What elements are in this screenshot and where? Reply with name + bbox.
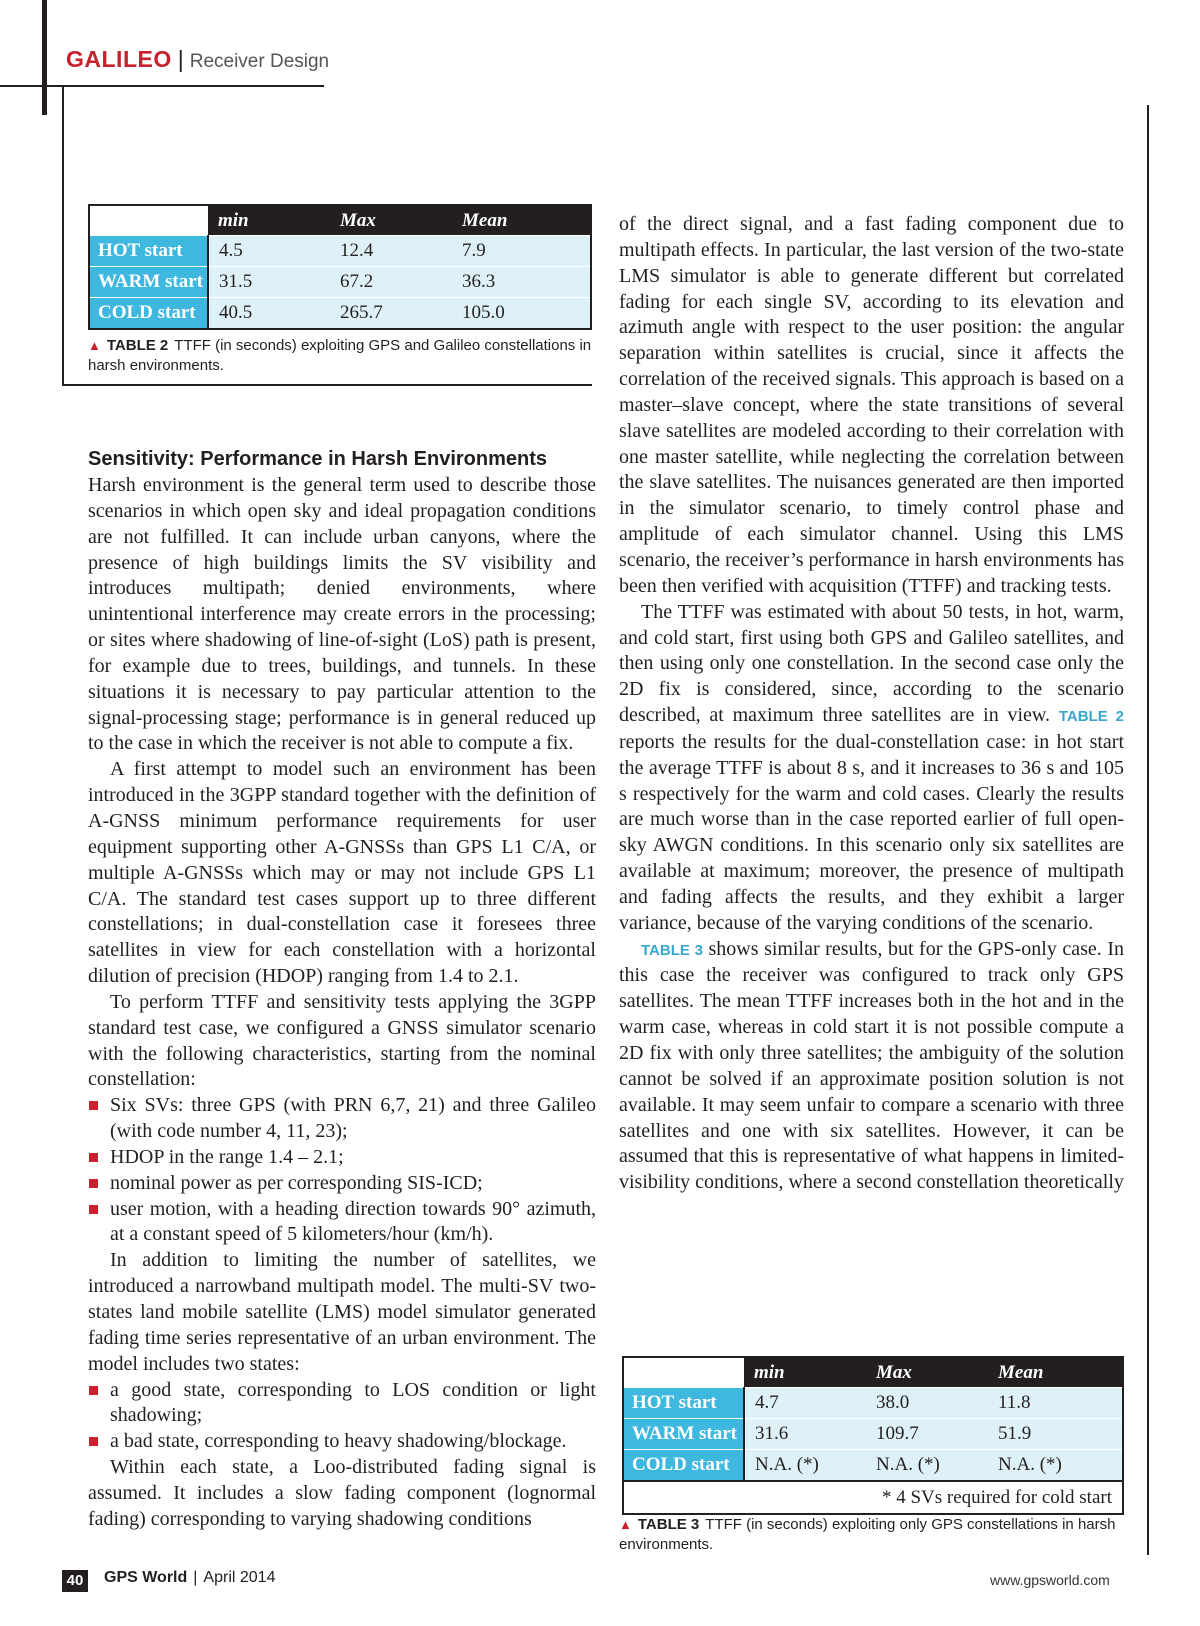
table2-bottom-rule	[62, 384, 592, 386]
caption-label: TABLE 2	[106, 337, 169, 354]
column-header: Max	[866, 1357, 988, 1388]
left-text-column	[88, 445, 596, 1533]
header-section: Receiver Design	[189, 51, 330, 72]
row-label: WARM start	[89, 267, 208, 298]
table-cell: N.A. (*)	[988, 1450, 1123, 1482]
list-item: HDOP in the range 1.4 – 2.1;	[88, 1145, 596, 1171]
paragraph: In addition to limiting the number of satellites, we introduced a narrowband multipath model. The multi-SV two-states land mobile satellite (LMS) model simulator generated fading time series representative of an urban environment. The model includes two states:	[88, 1249, 596, 1375]
magazine-name: GPS World	[104, 1569, 188, 1586]
row-label: COLD start	[89, 298, 208, 330]
table-3-caption	[619, 1515, 1119, 1555]
triangle-icon: ▲	[619, 1517, 632, 1532]
right-text-column	[619, 212, 1124, 1196]
table-cell: 38.0	[866, 1388, 988, 1419]
table-cell: 11.8	[988, 1388, 1123, 1419]
table-cell: 51.9	[988, 1419, 1123, 1450]
table-cell: 31.6	[744, 1419, 866, 1450]
column-header: Max	[330, 205, 452, 236]
column-header: min	[744, 1357, 866, 1388]
header-brand: GALILEO	[66, 46, 172, 72]
table-cell: 265.7	[330, 298, 452, 330]
table-cell: 4.7	[744, 1388, 866, 1419]
right-vertical-rule	[1147, 105, 1149, 1555]
caption-label: TABLE 3	[637, 1516, 700, 1533]
table-row	[623, 1450, 1123, 1482]
paragraph: To perform TTFF and sensitivity tests applying the 3GPP standard test case, we configured a GNSS simulator scenario with the following characteristics, starting from the nominal constellation:	[88, 990, 596, 1091]
table-cell: 36.3	[452, 267, 591, 298]
paragraph: TABLE 3 shows similar results, but for the GPS-only case. In this case the receiver was configured to track only GPS satellites. The mean TTFF increases both in the hot and in the warm case, whereas in cold start it is not possible compute a 2D fix with only three satellites; the ambiguity of the solution cannot be solved if an approximate position solution is not available. It may seem unfair to compare a scenario with three satellites and one with six satellites. However, it can be assumed that this is representative of what happens in limited-visibility conditions, where a second constellation theoretically	[619, 937, 1124, 1194]
list-item: a bad state, corresponding to heavy shadowing/blockage.	[88, 1429, 596, 1455]
table-cell: 31.5	[208, 267, 330, 298]
paragraph: of the direct signal, and a fast fading component due to multipath effects. In particular, the last version of the two-state LMS simulator is able to generate different but correlated fading for each single SV, according to its elevation and azimuth angle with respect to the user position: the angular separation within satellites is crucial, since it affects the correlation of the received signals. This approach is based on a master–slave concept, where the state transitions of several slave satellites are modeled according to their correlation with one master satellite, while neglecting the correlation between the slave satellites. The nuisances generated are then imported in the simulator scenario, to timely control phase and amplitude of each simulator channel. Using this LMS scenario, the receiver’s performance in harsh environments has been then verified with acquisition (TTFF) and tracking tests.	[619, 213, 1124, 597]
table-cell: N.A. (*)	[744, 1450, 866, 1482]
bullet-icon	[89, 1437, 98, 1446]
footer-url[interactable]: www.gpsworld.com	[990, 1572, 1110, 1588]
bullet-icon	[89, 1101, 98, 1110]
table-header-row	[89, 205, 591, 236]
table-row	[89, 236, 591, 267]
column-header: Mean	[452, 205, 591, 236]
paragraph: Harsh environment is the general term used to describe those scenarios in which open sky and ideal propagation conditions are not fulfilled. It can include urban canyons, where the presence of high buildings limits the SV visibility and introduces multipath; denied environments, where unintentional interference may create errors in the processing; or sites where shadowing of line-of-sight (LoS) path is present, for example due to trees, buildings, and tunnels. In these situations it is necessary to pay particular attention to the signal-processing stage; performance is in general reduced up to the case in which the receiver is not able to compute a fix.	[88, 474, 596, 755]
table-2-caption	[88, 336, 593, 376]
table-cell: 7.9	[452, 236, 591, 267]
issue-date: April 2014	[203, 1569, 276, 1586]
bullet-icon	[89, 1386, 98, 1395]
footer-magazine	[104, 1569, 275, 1587]
paragraph: The TTFF was estimated with about 50 tests, in hot, warm, and cold start, first using both GPS and Galileo satellites, and then using only one constellation. In the second case only the 2D fix is considered, since, according to the scenario described, at maximum three satellites are in view. TABLE 2 reports the results for the dual-constellation case: in hot start the average TTFF is about 8 s, and it increases to 36 s and 105 s respectively for the warm and cold cases. Clearly the results are much worse than in the case reported earlier of full open-sky AWGN conditions. In this scenario only six satellites are available at maximum; moreover, the presence of multipath and fading affects the results, and they exhibit a larger variance, because of the varying conditions of the scenario.	[619, 600, 1125, 934]
header-separator: |	[177, 46, 184, 72]
paragraph: Within each state, a Loo-distributed fading signal is assumed. It includes a slow fading component (lognormal fading) corresponding to varying shadowing conditions	[88, 1456, 596, 1530]
header-rule	[0, 85, 324, 87]
bullet-icon	[89, 1153, 98, 1162]
bullet-list	[88, 1093, 596, 1248]
table-row	[89, 267, 591, 298]
list-item: nominal power as per corresponding SIS-ICD;	[88, 1171, 596, 1197]
table-row	[623, 1419, 1123, 1450]
page-number: 40	[62, 1570, 88, 1592]
list-item: Six SVs: three GPS (with PRN 6,7, 21) and three Galileo (with code number 4, 11, 23);	[88, 1093, 596, 1145]
row-label: HOT start	[89, 236, 208, 267]
paragraph: A first attempt to model such an environment has been introduced in the 3GPP standard together with the definition of A-GNSS minimum performance requirements for user equipment supporting other A-GNSSs than GPS L1 C/A, or multiple A-GNSSs which may or may not include GPS L1 C/A. The standard test cases support up to three different constellations; in dual-constellation case it foresees three satellites in view for each constellation with a horizontal dilution of precision (HDOP) ranging from 1.4 to 2.1.	[88, 758, 596, 988]
table-note: * 4 SVs required for cold start	[623, 1481, 1123, 1514]
running-header	[66, 46, 329, 73]
caption-text: TTFF (in seconds) exploiting GPS and Galileo constellations in harsh environments.	[88, 337, 592, 374]
caption-text: TTFF (in seconds) exploiting only GPS constellations in harsh environments.	[619, 1516, 1116, 1553]
table-cell: 40.5	[208, 298, 330, 330]
table-note-row	[623, 1481, 1123, 1514]
table-cell: 67.2	[330, 267, 452, 298]
row-label: COLD start	[623, 1450, 744, 1482]
column-header: min	[208, 205, 330, 236]
triangle-icon: ▲	[88, 338, 101, 353]
row-label: HOT start	[623, 1388, 744, 1419]
left-vertical-rule	[62, 86, 64, 386]
bullet-icon	[89, 1205, 98, 1214]
footer-separator: |	[193, 1569, 198, 1586]
bullet-list	[88, 1378, 596, 1456]
table-cell: 12.4	[330, 236, 452, 267]
table-2	[88, 204, 592, 330]
column-header: Mean	[988, 1357, 1123, 1388]
table-row	[89, 298, 591, 330]
table-cell: 4.5	[208, 236, 330, 267]
table-row	[623, 1388, 1123, 1419]
table-cell: N.A. (*)	[866, 1450, 988, 1482]
header-accent-bar	[42, 0, 47, 115]
table-cell: 109.7	[866, 1419, 988, 1450]
table-cell: 105.0	[452, 298, 591, 330]
table-reference-link[interactable]: TABLE 3	[641, 941, 703, 959]
section-heading: Sensitivity: Performance in Harsh Environments	[88, 448, 548, 470]
table-3	[622, 1356, 1124, 1515]
table-header-row	[623, 1357, 1123, 1388]
table-reference-link[interactable]: TABLE 2	[1058, 708, 1125, 726]
list-item: a good state, corresponding to LOS condition or light shadowing;	[88, 1378, 596, 1430]
list-item: user motion, with a heading direction towards 90° azimuth, at a constant speed of 5 kilometers/hour (km/h).	[88, 1197, 596, 1249]
row-label: WARM start	[623, 1419, 744, 1450]
bullet-icon	[89, 1179, 98, 1188]
